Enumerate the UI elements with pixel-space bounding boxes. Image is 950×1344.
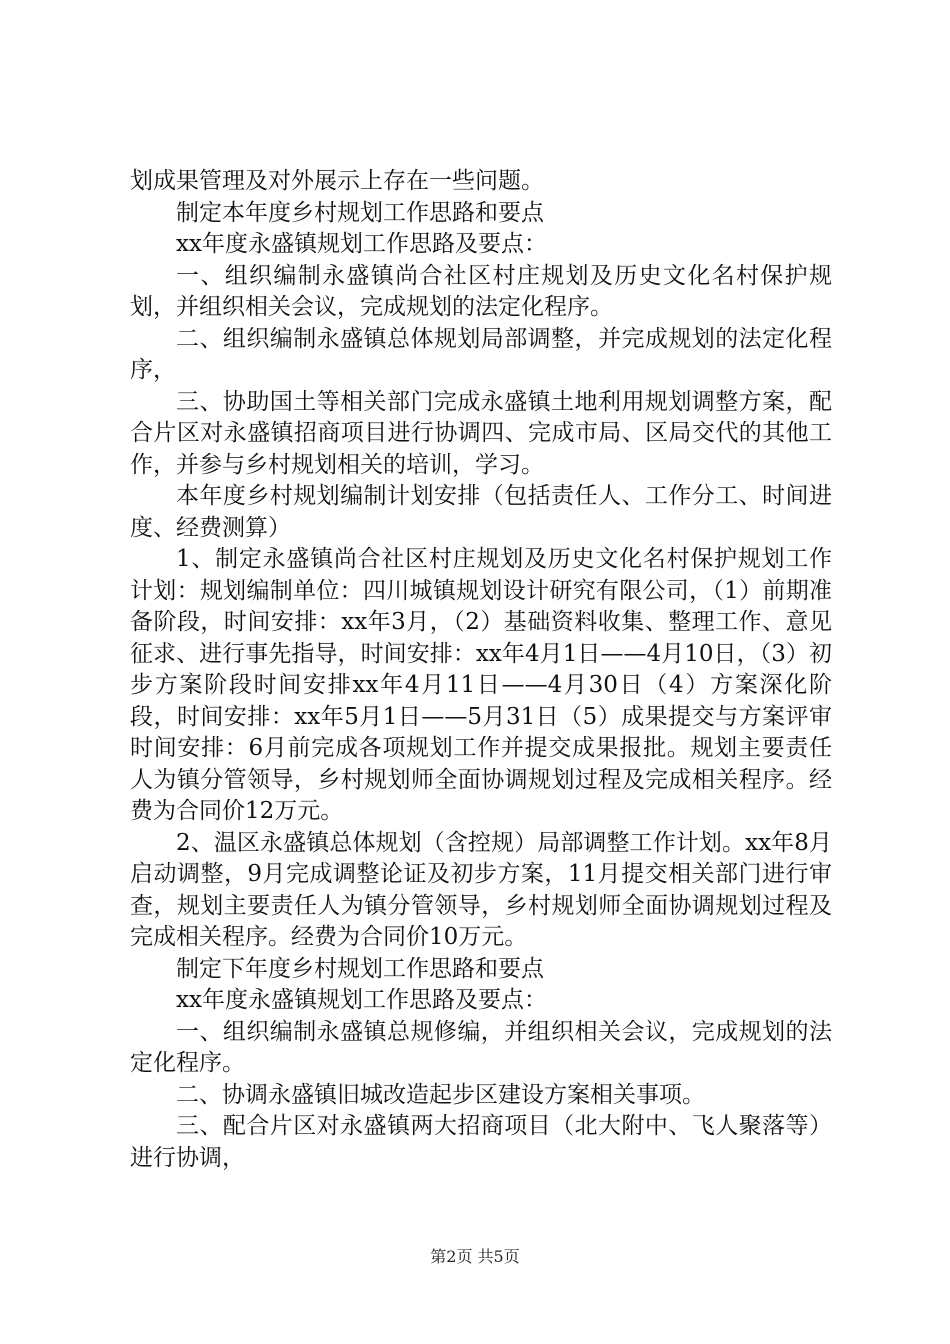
paragraph-next-item-1: 一、组织编制永盛镇总规修编，并组织相关会议，完成规划的法定化程序。	[130, 1018, 832, 1076]
paragraph-schedule-1: 1、制定永盛镇尚合社区村庄规划及历史文化名村保护规划工作计划：规划编制单位：四川城镇规划设计研究有限公司，（1）前期准备阶段，时间安排：xx年3月，（2）基础资料收集、整理工作、意见征求、进行事先指导，时间安排：xx年4月1日——4月10日，（3）初步方案阶段时间安排xx年4月11日——4月30日（4）方案深化阶段，时间安排：xx年5月1日——5月31日（5）成果提交与方案评审时间安排：6月前完成各项规划工作并提交成果报批。规划主要责任人为镇分管领导，乡村规划师全面协调规划过程及完成相关程序。经费为合同价12万元。	[130, 546, 832, 824]
paragraph-schedule-2: 2、温区永盛镇总体规划（含控规）局部调整工作计划。xx年8月启动调整，9月完成调整论证及初步方案，11月提交相关部门进行审查，规划主要责任人为镇分管领导，乡村规划师全面协调规划过程及完成相关程序。经费为合同价10万元。	[130, 829, 832, 950]
subheading-current-plan: xx年度永盛镇规划工作思路及要点：	[176, 231, 547, 257]
paragraph-item-3: 三、协助国土等相关部门完成永盛镇土地利用规划调整方案，配合片区对永盛镇招商项目进行协调四、完成市局、区局交代的其他工作，并参与乡村规划相关的培训，学习。	[130, 388, 832, 478]
subheading-next-plan: xx年度永盛镇规划工作思路及要点：	[176, 987, 547, 1013]
section-heading-next-year: 制定下年度乡村规划工作思路和要点	[176, 955, 544, 982]
paragraph-next-item-3: 三、配合片区对永盛镇两大招商项目（北大附中、飞人聚落等）进行协调，	[130, 1113, 832, 1171]
section-heading-current-year: 制定本年度乡村规划工作思路和要点	[176, 199, 544, 226]
paragraph-continuation: 划成果管理及对外展示上存在一些问题。	[130, 168, 544, 194]
paragraph-next-item-2: 二、协调永盛镇旧城改造起步区建设方案相关事项。	[176, 1081, 705, 1108]
section-heading-schedule: 本年度乡村规划编制计划安排（包括责任人、工作分工、时间进度、经费测算）	[130, 483, 832, 541]
paragraph-item-2: 二、组织编制永盛镇总体规划局部调整，并完成规划的法定化程序，	[130, 325, 832, 383]
paragraph-item-1: 一、组织编制永盛镇尚合社区村庄规划及历史文化名村保护规划，并组织相关会议，完成规划的法定化程序。	[130, 262, 832, 320]
page-number: 第2页 共5页	[430, 1247, 520, 1266]
document-body	[130, 166, 832, 1174]
